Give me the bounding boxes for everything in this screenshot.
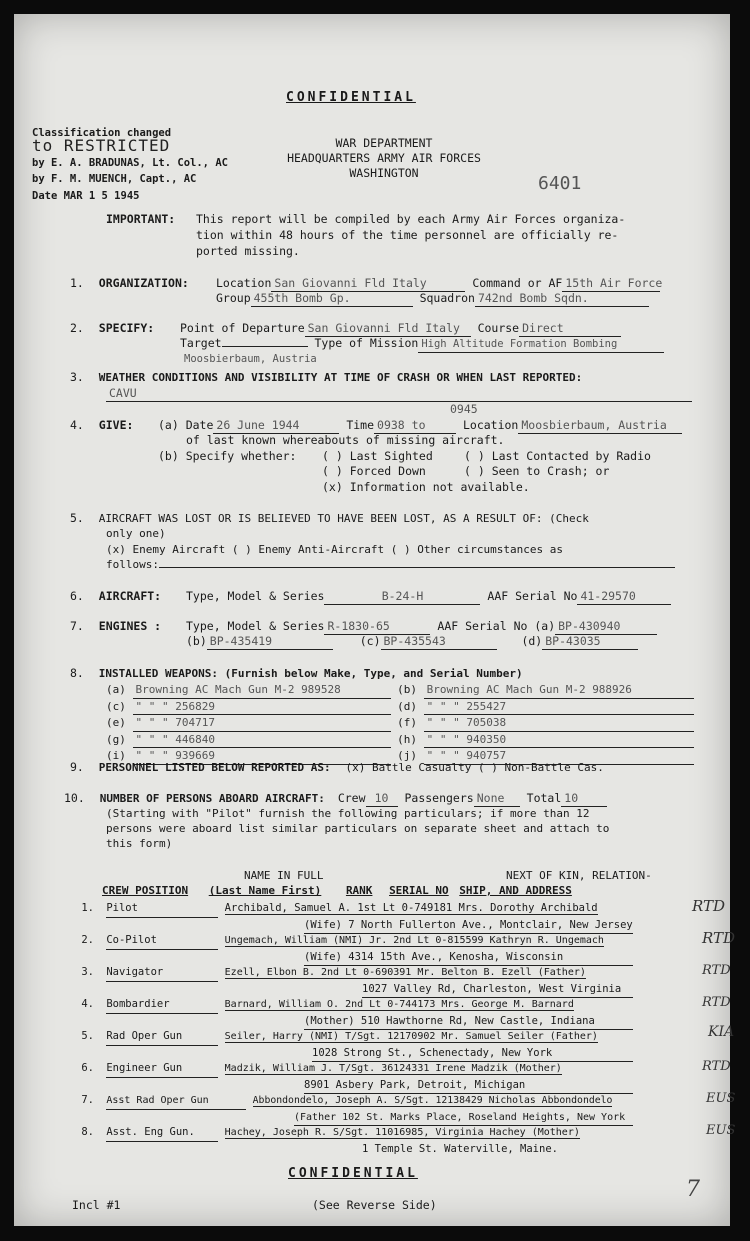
crew-row: 2. Co-Pilot Ungemach, William (NMI) Jr. 2nd Lt 0-815599 Kathryn R. Ungemach RTD (Wife) 4314 15th Ave., Kenosha, Wisconsin xyxy=(72,933,633,965)
cause-options: (x) Enemy Aircraft ( ) Enemy Anti-Aircraft ( ) Other circumstances as xyxy=(106,543,563,556)
departure-value: San Giovanni Fld Italy xyxy=(305,321,471,337)
section-10-line: this form) xyxy=(106,837,173,850)
crew-row: 7. Asst Rad Oper Gun Abbondondelo, Joseph A. S/Sgt. 12138429 Nicholas Abbondondelo EUS (Father 102 St. Marks Place, Roseland Heights, New York xyxy=(72,1093,633,1125)
engine-serial-a: BP-430940 xyxy=(555,619,657,635)
crew-list xyxy=(72,897,736,1157)
crew-row: 8. Asst. Eng Gun. Hachey, Joseph R. S/Sgt. 11016985, Virginia Hachey (Mother) EUS 1 Temple St. Waterville, Maine. xyxy=(81,1123,736,1155)
weapon-row: (e) " " " 704717 (f) " " " 705038 xyxy=(106,715,694,732)
crew-row: 6. Engineer Gun Madzik, William J. T/Sgt. 36124331 Irene Madzik (Mother) RTD 8901 Asbery Park, Detroit, Michigan xyxy=(72,1061,633,1093)
org-squadron-value: 742nd Bomb Sqdn. xyxy=(475,291,649,307)
weapon-row: (c) " " " 256829 (d) " " " 255427 xyxy=(106,699,694,716)
department-block xyxy=(269,136,499,181)
section-10-line: persons were aboard list similar particulars on separate sheet and attach to xyxy=(106,822,610,835)
see-reverse-note: (See Reverse Side) xyxy=(312,1198,437,1212)
org-location-line: Location San Giovanni Fld Italy Command or AF 15th Air Force xyxy=(216,276,663,290)
section-6: 6. AIRCRAFT: xyxy=(70,589,162,603)
crew-row: 5. Rad Oper Gun Seiler, Harry (NMI) T/Sgt. 12170902 Mr. Samuel Seiler (Father) KIA 1028 Strong St., Schenectady, New York xyxy=(72,1029,633,1061)
aircraft-serial-value: 41-29570 xyxy=(577,589,671,605)
engine-type-value: R-1830-65 xyxy=(324,619,430,635)
weapon-row: (g) " " " 446840 (h) " " " 940350 xyxy=(106,732,694,749)
section-2: 2. SPECIFY: xyxy=(70,321,155,335)
weather-line xyxy=(106,386,692,402)
crew-row: 3. Navigator Ezell, Elbon B. 2nd Lt 0-690391 Mr. Belton B. Ezell (Father) RTD 1027 Valley Rd, Charleston, West Virginia xyxy=(72,965,633,997)
option-last-contacted: ( ) Last Contacted by Radio xyxy=(464,449,651,463)
date-line: (a) Date 26 June 1944 Time 0938 to Location Moosbierbaum, Austria xyxy=(158,418,682,434)
passenger-count: None xyxy=(474,791,520,807)
important-line: ported missing. xyxy=(196,244,300,258)
target-value: Moosbierbaum, Austria xyxy=(184,353,317,365)
engine-type-line: Type, Model & Series R-1830-65 AAF Serial No (a) BP-430940 xyxy=(186,619,657,635)
important-line: This report will be compiled by each Army Air Forces organiza- xyxy=(196,212,626,226)
classification-line: to RESTRICTED xyxy=(32,136,171,155)
org-command-value: 15th Air Force xyxy=(562,276,660,292)
status-handwritten: RTD xyxy=(702,1059,731,1074)
status-handwritten: RTD xyxy=(702,929,736,947)
confidential-heading: CONFIDENTIAL xyxy=(286,90,416,105)
document-page xyxy=(14,14,736,1226)
time-value: 0938 to xyxy=(374,418,456,434)
aircraft-type-value: B-24-H xyxy=(324,589,480,605)
crew-header-row: CREW POSITION (Last Name First) RANK SERIAL NO SHIP, AND ADDRESS xyxy=(102,884,572,897)
section-8: 8. INSTALLED WEAPONS: (Furnish below Make, Type, and Serial Number) xyxy=(70,666,523,680)
crew-header-name-top: NAME IN FULL xyxy=(244,869,324,882)
report-number: 6401 xyxy=(538,173,582,194)
classification-date: Date MAR 1 5 1945 xyxy=(32,190,140,202)
status-handwritten: RTD xyxy=(692,897,726,915)
important-label: IMPORTANT: xyxy=(106,212,176,226)
option-info-not-available: (x) Information not available. xyxy=(322,480,530,494)
org-group-line: Group 455th Bomb Gp. Squadron 742nd Bomb Sqdn. xyxy=(216,291,649,307)
status-handwritten: EUS xyxy=(706,1091,736,1106)
page-mark: 7 xyxy=(686,1177,700,1202)
section-1: 1. ORGANIZATION: xyxy=(70,276,189,290)
engine-serial-c: BP-435543 xyxy=(381,634,497,650)
section-10: 10. NUMBER OF PERSONS ABOARD AIRCRAFT: Crew 10 Passengers None Total 10 xyxy=(64,791,607,807)
weapon-row: (i) " " " 939669 (j) " " " 940757 xyxy=(106,748,694,765)
engine-serial-b: BP-435419 xyxy=(207,634,333,650)
total-count: 10 xyxy=(561,791,607,807)
org-group-value: 455th Bomb Gp. xyxy=(251,291,413,307)
department-line: WAR DEPARTMENT xyxy=(335,136,433,150)
classification-line: by E. A. BRADUNAS, Lt. Col., AC xyxy=(32,157,228,169)
weather-value: CAVU xyxy=(106,386,692,402)
whereabouts-line: of last known whereabouts of missing aircraft. xyxy=(186,433,505,447)
weapons-table xyxy=(106,682,694,765)
crew-row: 4. Bombardier Barnard, William O. 2nd Lt 0-744173 Mrs. George M. Barnard RTD (Mother) 510 Hawthorne Rd, New Castle, Indiana xyxy=(72,997,633,1029)
section-4: 4. GIVE: xyxy=(70,418,134,432)
target-line: Target Type of Mission High Altitude Formation Bombing xyxy=(180,336,664,353)
classification-line: Classification changed xyxy=(32,127,172,139)
status-handwritten: KIA xyxy=(708,1024,735,1040)
section-7: 7. ENGINES : xyxy=(70,619,162,633)
crew-count: 10 xyxy=(366,791,398,807)
option-seen-to-crash: ( ) Seen to Crash; or xyxy=(464,464,610,478)
inclosure-label: Incl #1 xyxy=(72,1198,121,1212)
weapon-row: (a) Browning AC Mach Gun M-2 989528 (b) Browning AC Mach Gun M-2 988926 xyxy=(106,682,694,699)
section-10-line: (Starting with "Pilot" furnish the following particulars; if more than 12 xyxy=(106,807,590,820)
department-line: HEADQUARTERS ARMY AIR FORCES xyxy=(287,151,481,165)
engine-serial-line: (b) BP-435419 (c) BP-435543 (d) BP-43035 xyxy=(186,634,638,650)
departure-line: Point of Departure San Giovanni Fld Italy Course Direct xyxy=(180,321,621,337)
status-handwritten: EUS xyxy=(706,1123,736,1138)
section-5-line2: only one) xyxy=(106,527,166,540)
specify-label: (b) Specify whether: xyxy=(158,449,297,463)
time-correction: 0945 xyxy=(450,402,478,416)
confidential-footer: CONFIDENTIAL xyxy=(288,1166,418,1181)
crew-header-next-top: NEXT OF KIN, RELATION- xyxy=(506,869,652,882)
section-3: 3. WEATHER CONDITIONS AND VISIBILITY AT TIME OF CRASH OR WHEN LAST REPORTED: xyxy=(70,370,583,384)
status-handwritten: RTD xyxy=(702,963,731,978)
org-location-value: San Giovanni Fld Italy xyxy=(271,276,465,292)
aircraft-line: Type, Model & Series B-24-H AAF Serial No 41-29570 xyxy=(186,589,671,605)
location-value: Moosbierbaum, Austria xyxy=(518,418,682,434)
option-last-sighted: ( ) Last Sighted xyxy=(322,449,433,463)
date-value: 26 June 1944 xyxy=(213,418,339,434)
important-line: tion within 48 hours of the time personnel are officially re- xyxy=(196,228,619,242)
section-5: 5. AIRCRAFT WAS LOST OR IS BELIEVED TO HAVE BEEN LOST, AS A RESULT OF: (Check xyxy=(70,511,589,525)
mission-value: High Altitude Formation Bombing xyxy=(418,337,664,353)
crew-row: 1. Pilot Archibald, Samuel A. 1st Lt 0-749181 Mrs. Dorothy Archibald RTD (Wife) 7 North Fullerton Ave., Montclair, New Jersey xyxy=(72,901,633,933)
engine-serial-d: BP-43035 xyxy=(542,634,638,650)
course-value: Direct xyxy=(519,321,621,337)
department-line: WASHINGTON xyxy=(349,166,419,180)
status-handwritten: RTD xyxy=(702,995,731,1010)
classification-line: by F. M. MUENCH, Capt., AC xyxy=(32,173,197,185)
option-forced-down: ( ) Forced Down xyxy=(322,464,426,478)
section-9: 9. PERSONNEL LISTED BELOW REPORTED AS: (x) Battle Casualty ( ) Non-Battle Cas. xyxy=(70,760,604,774)
follows-line: follows: xyxy=(106,557,675,572)
